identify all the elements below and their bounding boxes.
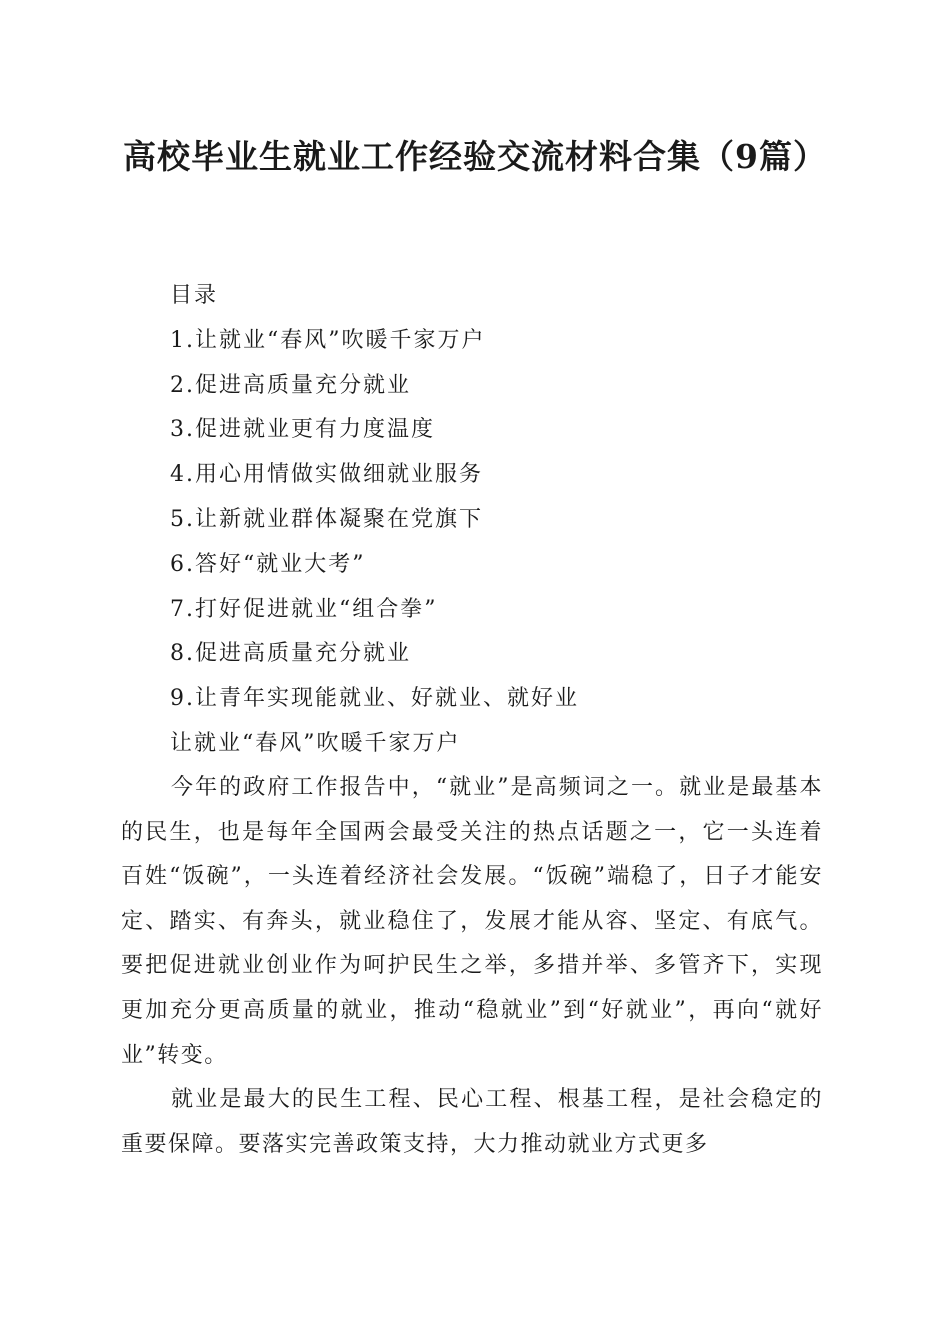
- toc-item: 1.让就业“春风”吹暖千家万户: [170, 327, 486, 353]
- body-text: [121, 766, 823, 1167]
- section-title: 让就业“春风”吹暖千家万户: [170, 730, 461, 756]
- toc-item: 6.答好“就业大考”: [170, 551, 366, 577]
- table-of-contents: [170, 274, 830, 767]
- paragraph: 今年的政府工作报告中，“就业”是高频词之一。就业是最基本的民生，也是每年全国两会最受关注的热点话题之一，它一头连着百姓“饭碗”，一头连着经济社会发展。“饭碗”端稳了，日子才能安定、踏实、有奔头，就业稳住了，发展才能从容、坚定、有底气。要把促进就业创业作为呵护民生之举，多措并举、多管齐下，实现更加充分更高质量的就业，推动“稳就业”到“好就业”，再向“就好业”转变。: [121, 775, 823, 1068]
- toc-item: 8.促进高质量充分就业: [170, 641, 411, 667]
- toc-item: 4.用心用情做实做细就业服务: [170, 462, 483, 488]
- paragraph: 就业是最大的民生工程、民心工程、根基工程，是社会稳定的重要保障。要落实完善政策支持，大力推动就业方式更多: [121, 1087, 823, 1157]
- document-title: 高校毕业生就业工作经验交流材料合集（9篇）: [123, 137, 827, 176]
- toc-heading: 目录: [170, 283, 219, 308]
- toc-item: 3.促进就业更有力度温度: [170, 417, 435, 443]
- toc-item: 2.促进高质量充分就业: [170, 372, 411, 398]
- toc-item: 9.让青年实现能就业、好就业、就好业: [170, 686, 579, 712]
- toc-item: 5.让新就业群体凝聚在党旗下: [170, 506, 483, 532]
- toc-item: 7.打好促进就业“组合拳”: [170, 596, 438, 622]
